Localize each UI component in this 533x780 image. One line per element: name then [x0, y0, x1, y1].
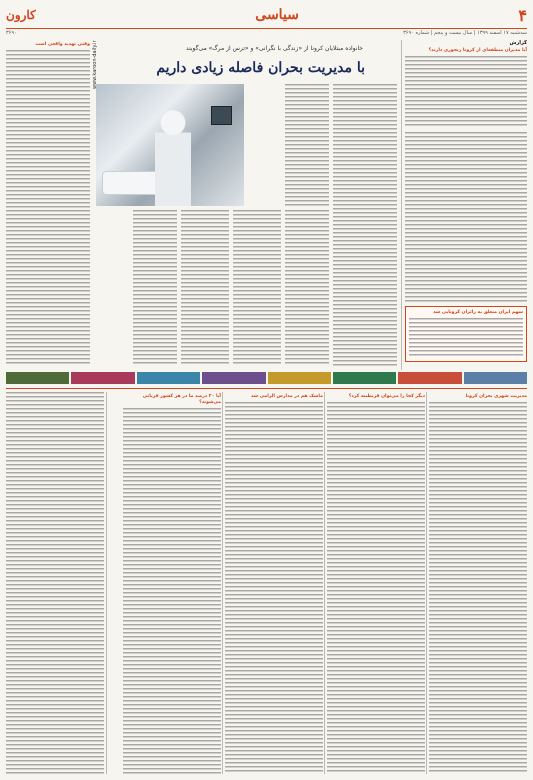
- body-text-block: [405, 56, 527, 128]
- middle-column-2: [285, 84, 329, 206]
- newspaper-logo: کارون: [6, 8, 36, 22]
- ad-block: [464, 372, 527, 384]
- ad-block: [71, 372, 134, 384]
- ad-block: [137, 372, 200, 384]
- bottom-column-1-title: مدیریت شهری بحران کرونا: [465, 394, 527, 399]
- medical-worker-shape: [155, 108, 191, 206]
- middle-column-6: [133, 210, 177, 366]
- ad-block: [398, 372, 461, 384]
- right-box-text: [409, 318, 523, 356]
- ad-block: [6, 372, 69, 384]
- column-divider: [426, 392, 427, 774]
- ad-block: [202, 372, 265, 384]
- bottom-column-3-title: ماسک هم در مدارس الزامی شد: [250, 394, 323, 399]
- column-divider: [324, 392, 325, 774]
- right-box-title: سهم ایران متعلق به زائران کرونایی شد: [433, 310, 523, 315]
- middle-column-1: [333, 84, 397, 366]
- body-text-block: [405, 132, 527, 304]
- column-divider: [401, 40, 402, 370]
- right-column-title: آیا مدیران منطقه‌ای از کرونا رنجوری دارند؟: [428, 48, 527, 53]
- right-box: [405, 306, 527, 362]
- right-column-top: [405, 40, 527, 128]
- date-line: [6, 28, 527, 36]
- monitor-shape: [211, 106, 232, 126]
- ad-strip: [6, 372, 527, 384]
- left-column-title: وقتی تهدید واقعی است: [35, 42, 90, 47]
- hospital-bed-shape: [103, 172, 162, 194]
- issue-code: ۳۶۹۰: [6, 30, 17, 36]
- middle-column-3: [285, 210, 329, 366]
- right-column-body: [405, 132, 527, 304]
- lead-headline: با مدیریت بحران فاصله زیادی داریم: [156, 60, 365, 76]
- lead-photo: [96, 84, 244, 206]
- ad-block: [333, 372, 396, 384]
- lead-kicker: خانواده مبتلایان کرونا از «زندگی با نگرانی» و «ترس از مرگ» می‌گویند: [185, 45, 363, 52]
- column-divider: [106, 392, 107, 774]
- bottom-column-5: [6, 392, 104, 774]
- bottom-column-4: [123, 392, 221, 774]
- middle-column-5: [181, 210, 229, 366]
- bottom-column-2: [327, 392, 425, 774]
- bottom-column-2-title: دیگر کجا را می‌توان قرنطینه کرد؟: [348, 394, 425, 399]
- bottom-column-4-title: آیا ۲۰ درصد ما در هر کشور قربانی می‌شوند؟: [142, 394, 221, 405]
- column-divider: [222, 392, 223, 774]
- page-number: ۴: [518, 5, 527, 25]
- section-title: سیاسی: [255, 7, 299, 23]
- section-rule: [6, 388, 527, 389]
- left-column: [6, 40, 90, 366]
- website-label: www.karoon-daily.ir: [92, 40, 98, 89]
- ad-block: [268, 372, 331, 384]
- middle-column-4: [233, 210, 281, 366]
- bottom-column-1: [429, 392, 527, 774]
- right-column-label: گزارش: [509, 40, 527, 46]
- bottom-column-3: [225, 392, 323, 774]
- date-text: سه‌شنبه ۱۷ اسفند ۱۳۹۹ | سال بیست و پنجم | شماره ۳۶۹۰: [403, 30, 527, 36]
- masthead: [6, 4, 527, 26]
